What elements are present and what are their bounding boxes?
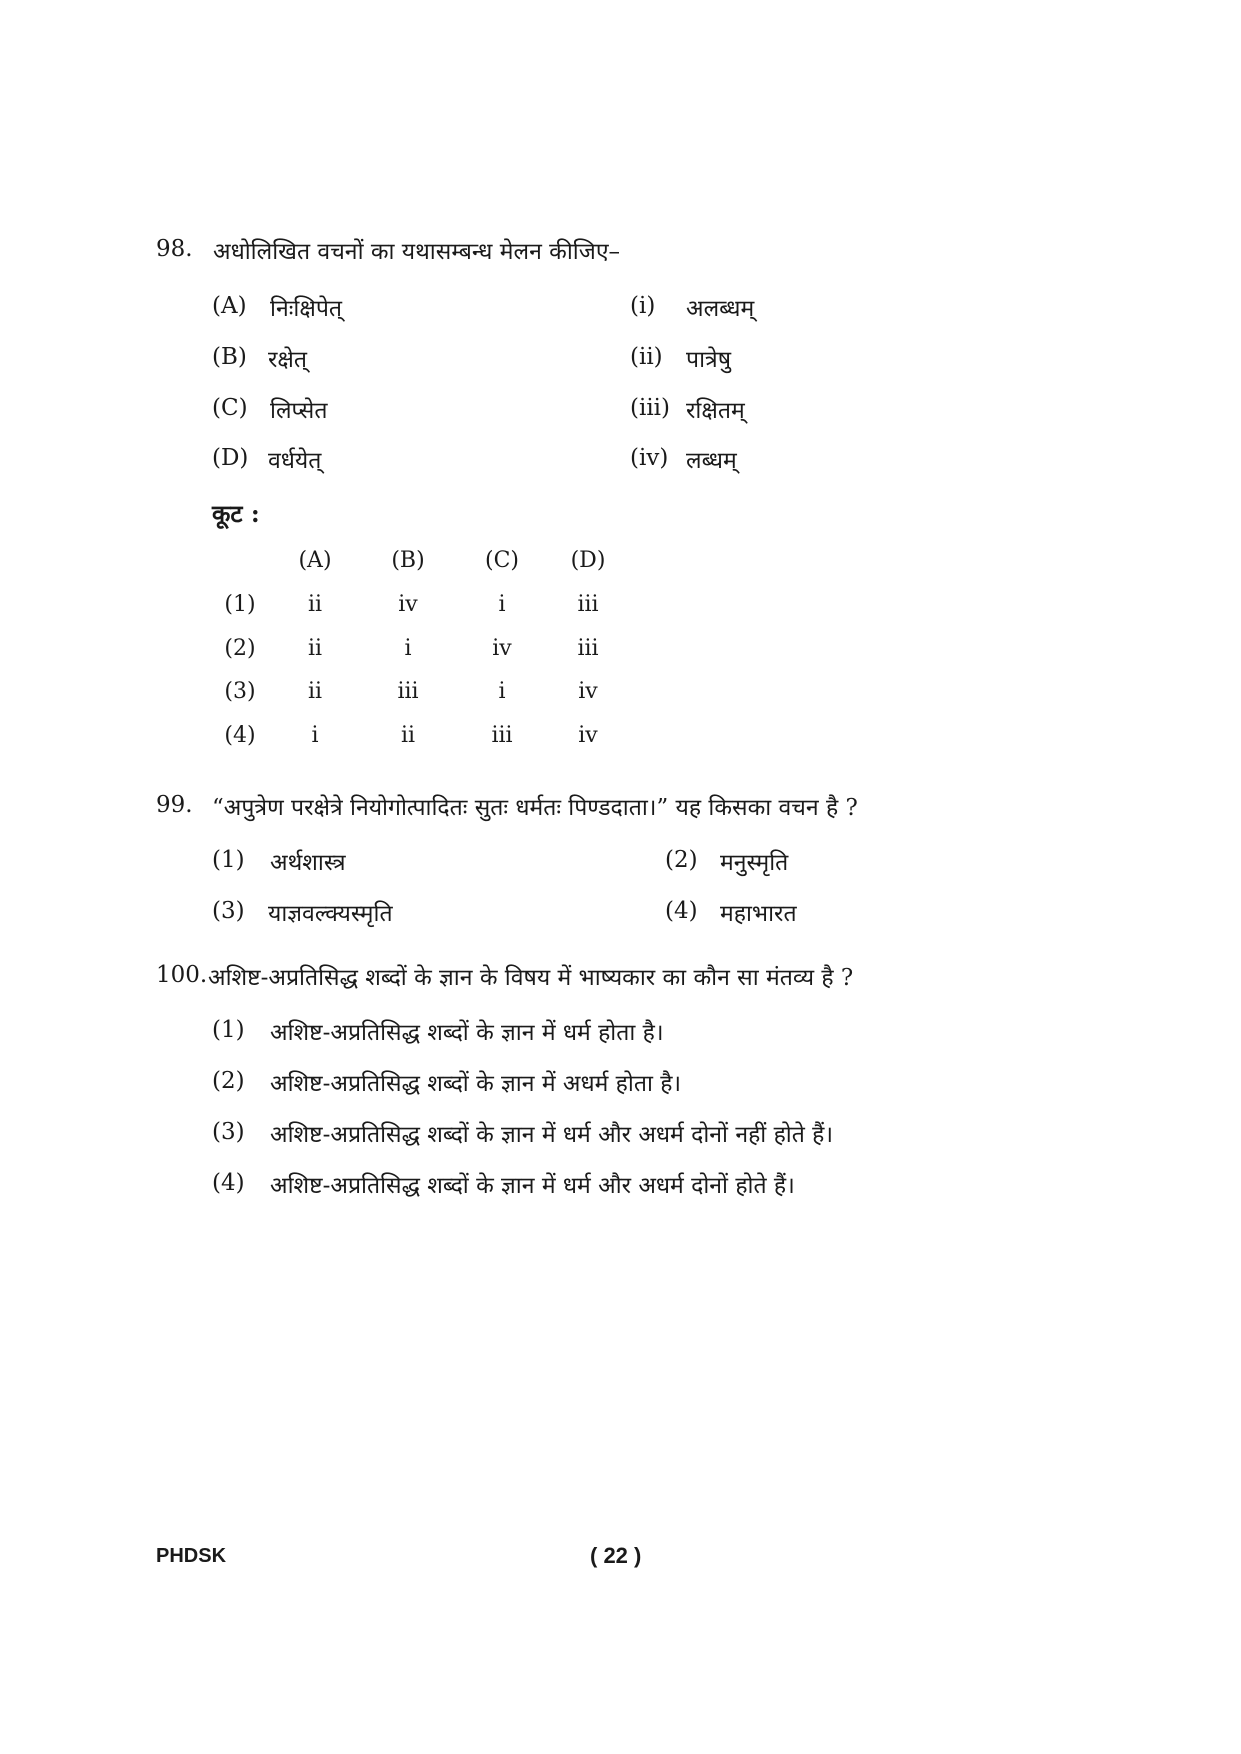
match-right-label: (iv) [630, 445, 669, 471]
codes-header: (A) [298, 548, 332, 573]
match-left-text: निःक्षिपेत् [270, 296, 342, 322]
option-label: (2) [212, 1068, 245, 1094]
match-right-label: (i) [630, 293, 656, 319]
match-right-label: (iii) [630, 395, 671, 421]
question-number: 98. [156, 236, 193, 262]
codes-header: (D) [570, 548, 606, 573]
option-text: अशिष्ट-अप्रतिसिद्ध शब्दों के ज्ञान में धर्म और अधर्म दोनों नहीं होते हैं। [270, 1122, 834, 1148]
option-text: अशिष्ट-अप्रतिसिद्ध शब्दों के ज्ञान में धर्म और अधर्म दोनों होते हैं। [270, 1173, 795, 1199]
codes-cell: iii [577, 636, 599, 661]
option-text: याज्ञवल्क्यस्मृति [268, 901, 393, 927]
codes-cell: iii [397, 679, 419, 704]
codes-cell: iv [398, 592, 418, 617]
codes-cell: iii [577, 592, 599, 617]
option-text: अशिष्ट-अप्रतिसिद्ध शब्दों के ज्ञान में अधर्म होता है। [270, 1071, 682, 1097]
match-left-text: रक्षेत् [268, 347, 308, 373]
codes-cell: ii [400, 723, 416, 748]
option-text: अर्थशास्त्र [270, 850, 346, 876]
match-right-text: लब्धम् [686, 448, 737, 474]
question-number: 100. [156, 962, 208, 988]
question-number: 99. [156, 792, 193, 818]
codes-label: कूट : [212, 499, 260, 528]
option-text: मनुस्मृति [720, 850, 789, 876]
option-label: (3) [212, 1119, 245, 1145]
paper-code: PHDSK [156, 1545, 227, 1567]
match-left-label: (B) [212, 344, 247, 370]
codes-cell: i [404, 636, 412, 661]
codes-row-label: (2) [224, 636, 256, 661]
option-text: महाभारत [720, 901, 797, 927]
option-label: (2) [665, 847, 698, 873]
codes-cell: i [498, 592, 506, 617]
codes-cell: ii [307, 592, 323, 617]
option-text: अशिष्ट-अप्रतिसिद्ध शब्दों के ज्ञान में धर्म होता है। [270, 1020, 664, 1046]
codes-cell: iv [578, 679, 598, 704]
match-right-text: अलब्धम् [686, 296, 755, 322]
question-text: अधोलिखित वचनों का यथासम्बन्ध मेलन कीजिए– [213, 239, 621, 265]
codes-cell: iii [491, 723, 513, 748]
option-label: (1) [212, 847, 245, 873]
option-label: (3) [212, 898, 245, 924]
codes-cell: ii [307, 636, 323, 661]
match-right-text: रक्षितम् [686, 398, 745, 424]
question-text: “अपुत्रेण परक्षेत्रे नियोगोत्पादितः सुतः धर्मतः पिण्डदाता।” यह किसका वचन है ? [212, 795, 858, 821]
match-left-text: वर्धयेत् [268, 448, 322, 474]
option-label: (1) [212, 1017, 245, 1043]
codes-cell: iv [578, 723, 598, 748]
codes-cell: i [498, 679, 506, 704]
match-right-text: पात्रेषु [686, 347, 732, 373]
question-text: अशिष्ट-अप्रतिसिद्ध शब्दों के ज्ञान के विषय में भाष्यकार का कौन सा मंतव्य है ? [208, 965, 854, 991]
option-label: (4) [212, 1170, 245, 1196]
codes-row-label: (1) [224, 592, 256, 617]
codes-row-label: (3) [224, 679, 256, 704]
option-label: (4) [665, 898, 698, 924]
codes-header: (C) [485, 548, 519, 573]
match-left-label: (A) [212, 293, 247, 319]
codes-cell: i [311, 723, 319, 748]
match-right-label: (ii) [630, 344, 663, 370]
match-left-label: (D) [212, 445, 249, 471]
match-left-text: लिप्सेत [270, 398, 328, 424]
page-number: ( 22 ) [590, 1543, 642, 1568]
codes-row-label: (4) [224, 723, 256, 748]
codes-cell: ii [307, 679, 323, 704]
codes-header: (B) [391, 548, 425, 573]
match-left-label: (C) [212, 395, 248, 421]
codes-cell: iv [492, 636, 512, 661]
